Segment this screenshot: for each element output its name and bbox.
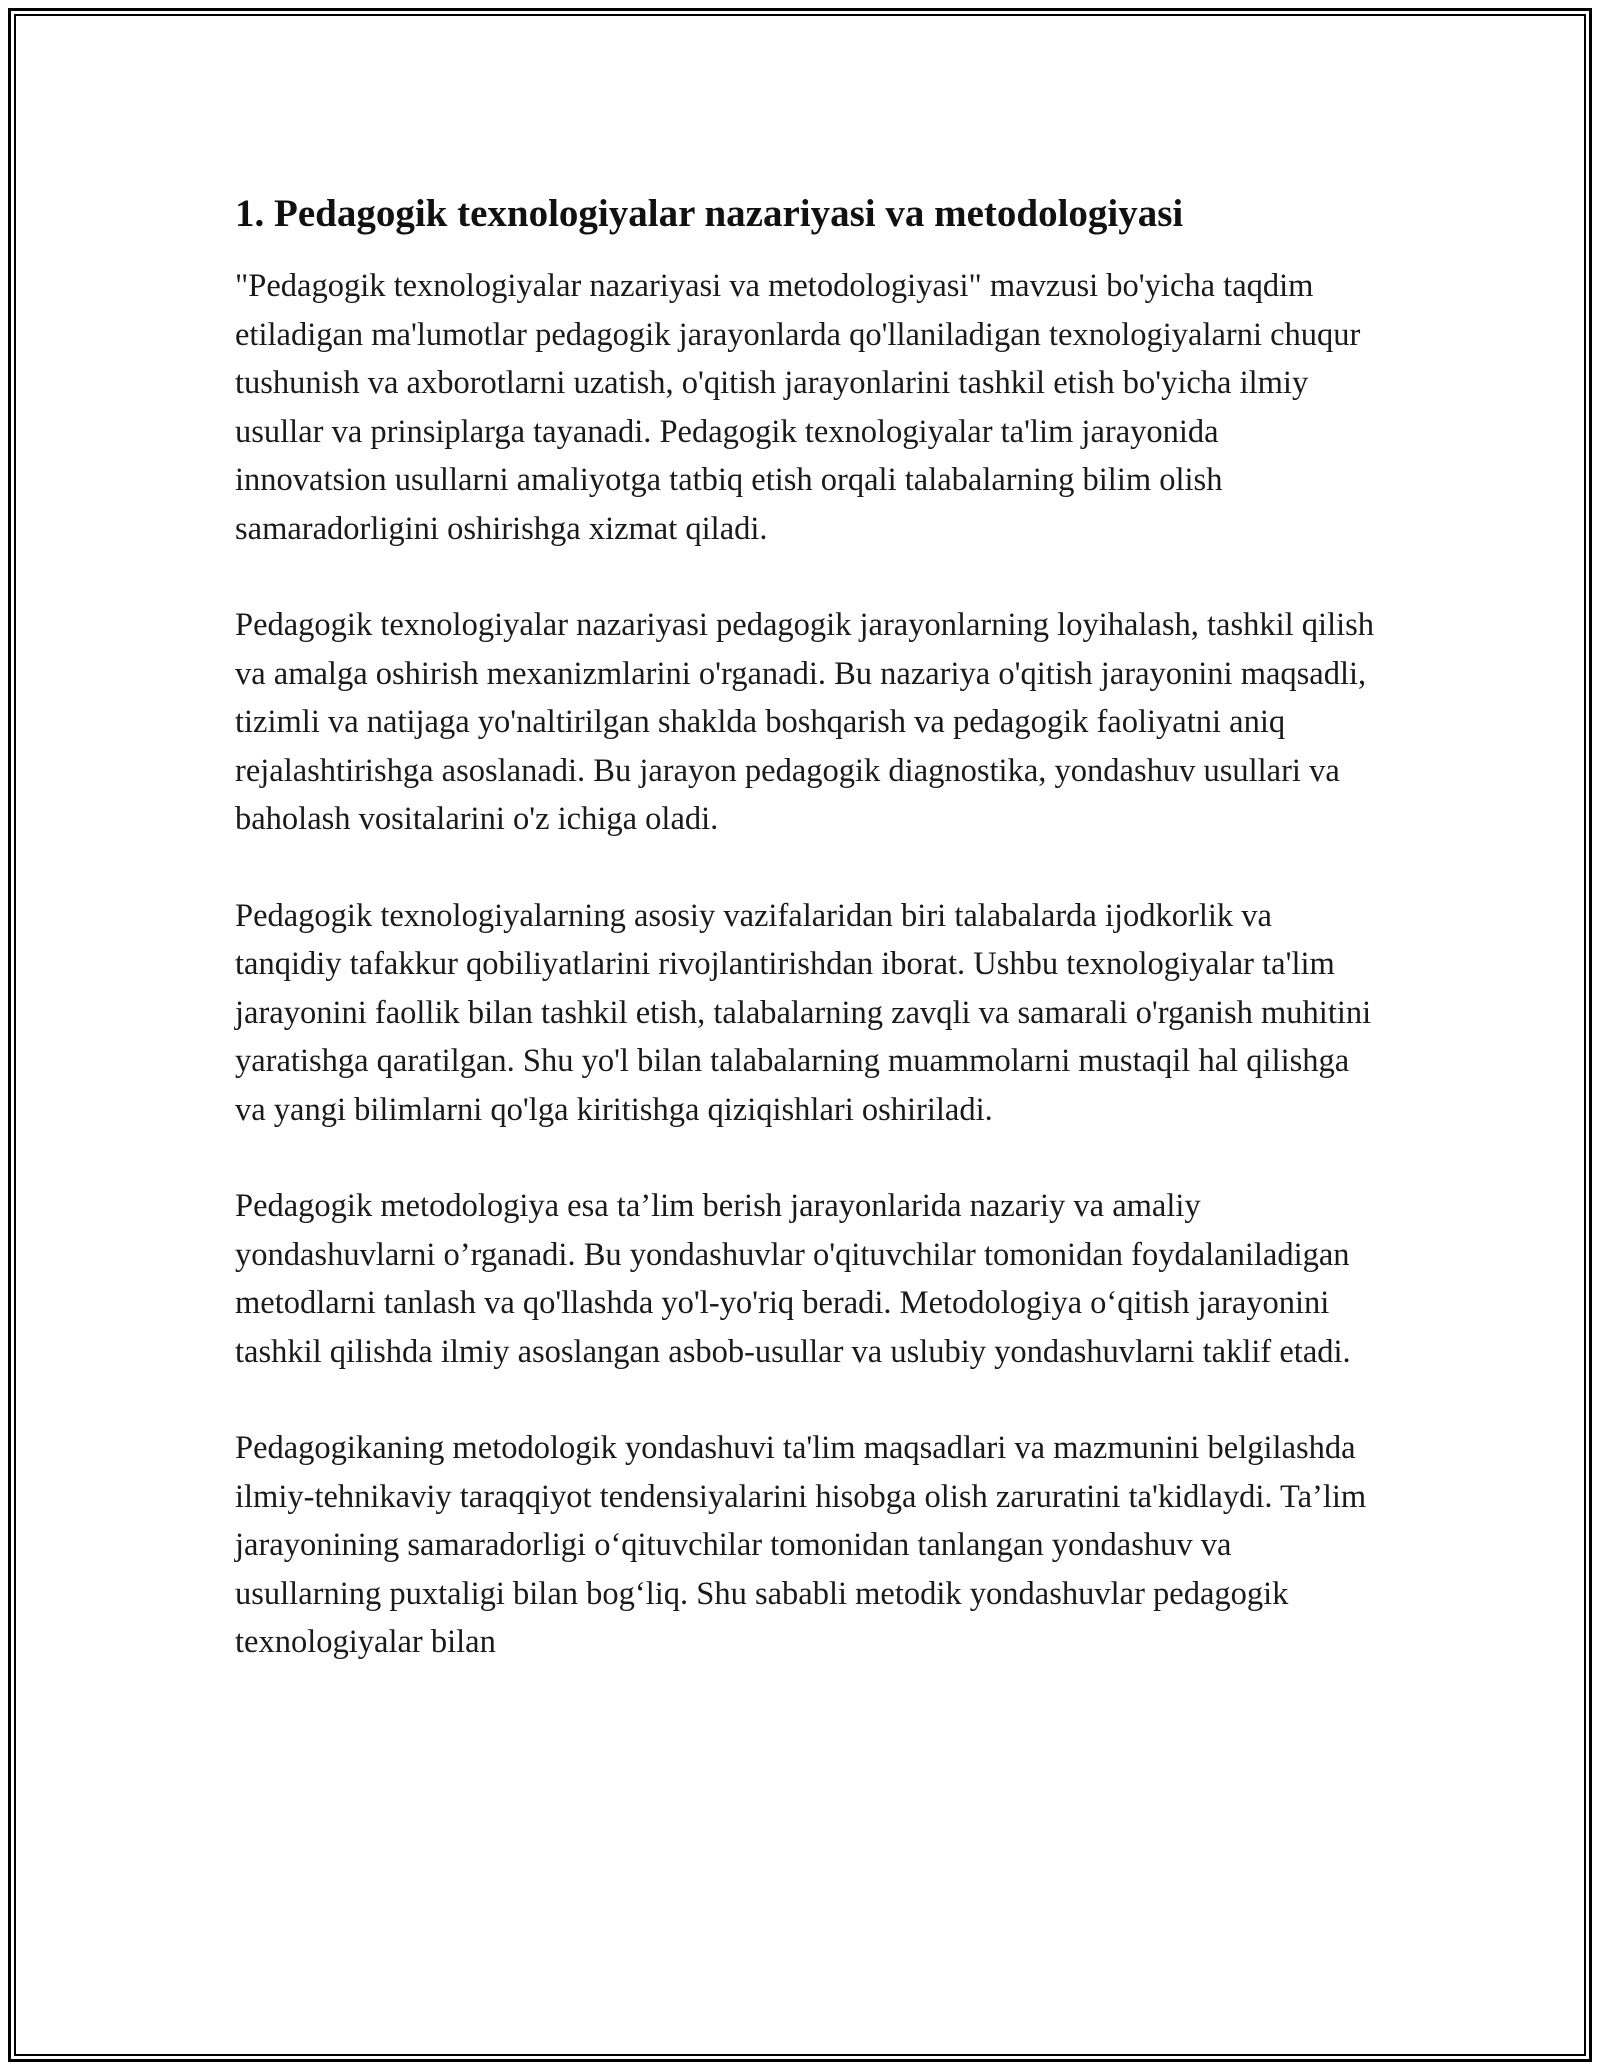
paragraph-2: Pedagogik texnologiyalar nazariyasi pedagogik jarayonlarning loyihalash, tashkil qilish va amalga oshirish mexanizmlarini o'rganadi. Bu nazariya o'qitish jarayonini maqsadli, tizimli va natijaga yo'naltirilgan shaklda boshqarish va pedagogik faoliyatni aniq rejalashtirishga asoslanadi. Bu jarayon pedagogik diagnostika, yondashuv usullari va baholash vositalarini o'z ichiga oladi. bbox=[235, 607, 1375, 837]
paragraph-1: "Pedagogik texnologiyalar nazariyasi va metodologiyasi" mavzusi bo'yicha taqdim etiladigan ma'lumotlar pedagogik jarayonlarda qo'llaniladigan texnologiyalarni chuqur tushunish va axborotlarni uzatish, o'qitish jarayonlarini tashkil etish bo'yicha ilmiy usullar va prinsiplarga tayanadi. Pedagogik texnologiyalar ta'lim jarayonida innovatsion usullarni amaliyotga tatbiq etish orqali talabalarning bilim olish samaradorligini oshirishga xizmat qiladi. bbox=[235, 268, 1361, 547]
paragraph-4: Pedagogik metodologiya esa ta’lim berish jarayonlarida nazariy va amaliy yondashuvlarni o’rganadi. Bu yondashuvlar o'qituvchilar tomonidan foydalaniladigan metodlarni tanlash va qo'llashda yo'l-yo'riq beradi. Metodologiya o‘qitish jarayonini tashkil qilishda ilmiy asoslangan asbob-usullar va uslubiy yondashuvlarni taklif etadi. bbox=[235, 1188, 1351, 1370]
document-body bbox=[235, 188, 1375, 1715]
section-heading: 1. Pedagogik texnologiyalar nazariyasi va metodologiyasi bbox=[235, 192, 1184, 235]
paragraph-3: Pedagogik texnologiyalarning asosiy vazifalaridan biri talabalarda ijodkorlik va tanqidiy tafakkur qobiliyatlarini rivojlantirishdan iborat. Ushbu texnologiyalar ta'lim jarayonini faollik bilan tashkil etish, talabalarning zavqli va samarali o'rganish muhitini yaratishga qaratilgan. Shu yo'l bilan talabalarning muammolarni mustaqil hal qilishga va yangi bilimlarni qo'lga kiritishga qiziqishlari oshiriladi. bbox=[235, 897, 1372, 1128]
paragraph-5: Pedagogikaning metodologik yondashuvi ta'lim maqsadlari va mazmunini belgilashda ilmiy-tehnikaviy taraqqiyot tendensiyalarini hisobga olish zaruratini ta'kidlaydi. Ta’lim jarayonining samaradorligi o‘qituvchilar tomonidan tanlangan yondashuv va usullarning puxtaligi bilan bog‘liq. Shu sababli metodik yondashuvlar pedagogik texnologiyalar bilan bbox=[235, 1430, 1367, 1660]
